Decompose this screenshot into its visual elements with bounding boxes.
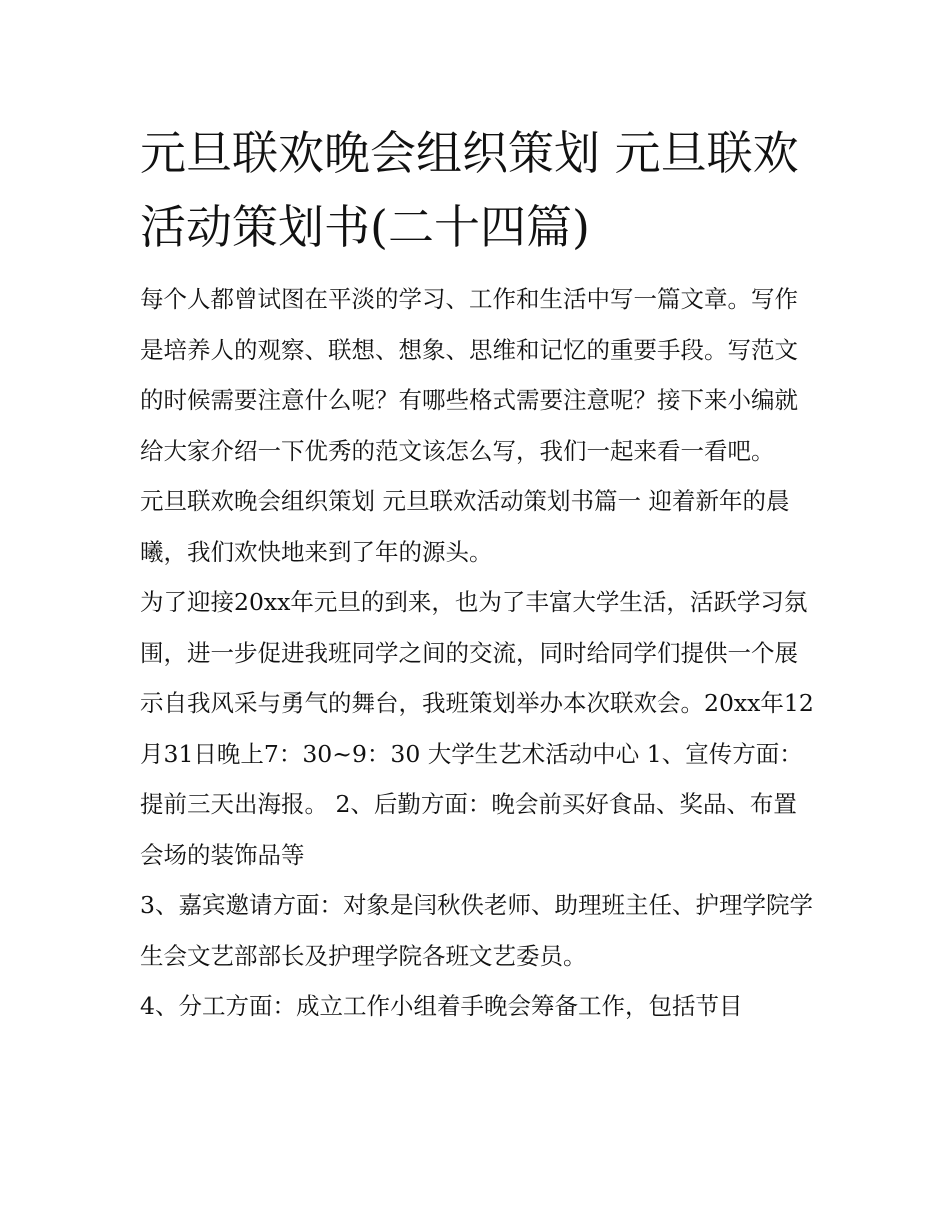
paragraph-purpose: 为了迎接20xx年元旦的到来，也为了丰富大学生活，活跃学习氛围，进一步促进我班同学之间的交流，同时给同学们提供一个展示自我风采与勇气的舞台，我班策划举办本次联欢会。20xx年12月31日晚上7：30~9：30 大学生艺术活动中心 1、宣传方面：提前三天出海报。 2、后勤方面：晚会前买好食品、奖品、布置会场的装饰品等 [140, 588, 814, 869]
paragraph-section-one: 元旦联欢晚会组织策划 元旦联欢活动策划书篇一 迎着新年的晨曦，我们欢快地来到了年的源头。 [140, 487, 790, 566]
document-title: 元旦联欢晚会组织策划 元旦联欢活动策划书(二十四篇) [140, 126, 799, 254]
paragraph-intro: 每个人都曾试图在平淡的学习、工作和生活中写一篇文章。写作是培养人的观察、联想、想象、思维和记忆的重要手段。写范文的时候需要注意什么呢？有哪些格式需要注意呢？接下来小编就给大家介绍一下优秀的范文该怎么写，我们一起来看一看吧。 [140, 285, 798, 465]
paragraph-guests: 3、嘉宾邀请方面：对象是闫秋佚老师、助理班主任、护理学院学生会文艺部部长及护理学院各班文艺委员。 [140, 891, 813, 970]
paragraph-division: 4、分工方面：成立工作小组着手晚会筹备工作，包括节目 [140, 992, 743, 1020]
